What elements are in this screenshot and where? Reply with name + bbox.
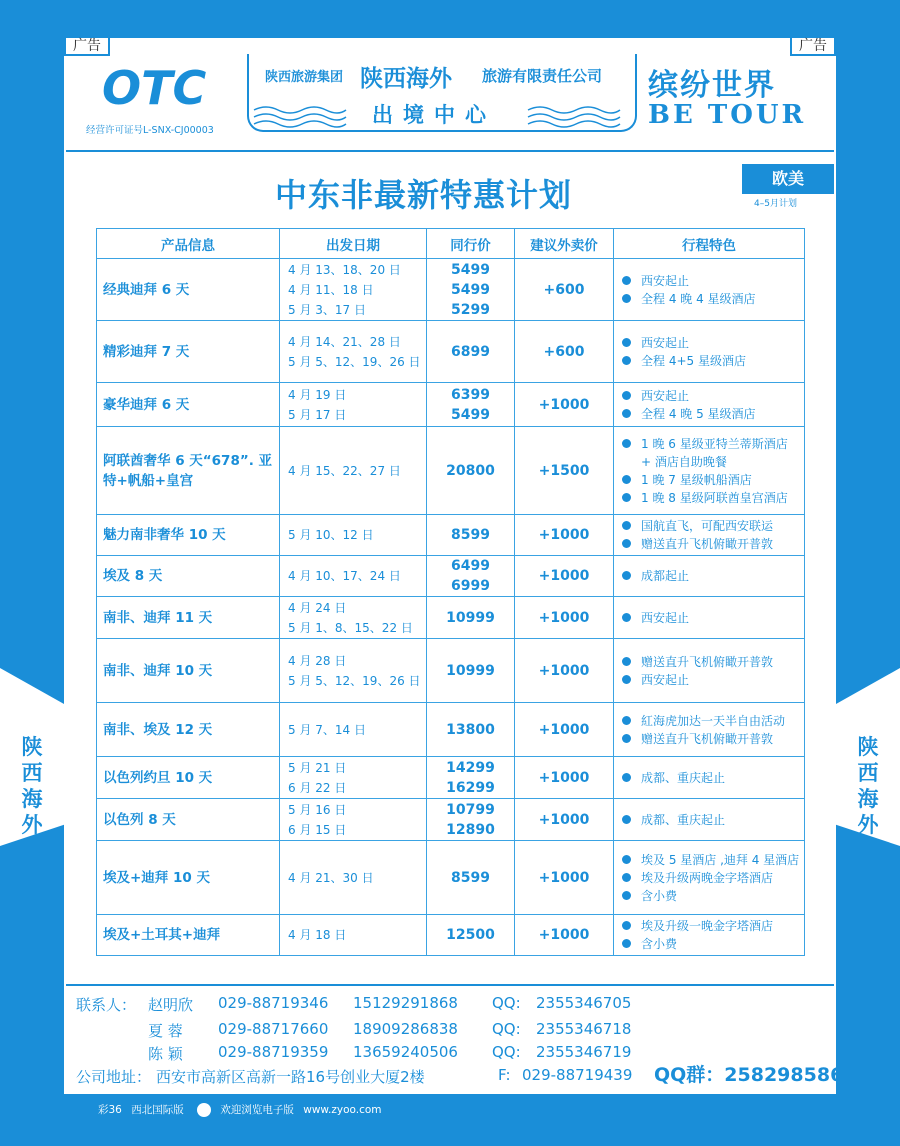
feature-item xyxy=(622,517,800,535)
side-label-char: 西 xyxy=(857,761,879,785)
feature-item xyxy=(622,609,800,627)
price-value: 10999 xyxy=(446,609,495,626)
feature-text: 成都起止 xyxy=(641,569,690,583)
tour-features xyxy=(614,321,805,383)
bullet-icon xyxy=(622,921,631,930)
footer xyxy=(98,1102,388,1117)
contact-mobile: 13659240506 xyxy=(353,1043,458,1061)
feature-text: 西安起止 xyxy=(641,273,690,288)
product-name: 南非、迪拜 11 天 xyxy=(97,597,280,639)
feature-item xyxy=(622,917,800,935)
departure-dates xyxy=(280,757,427,799)
header-dates: 出发日期 xyxy=(280,229,427,259)
feature-text: 全程 4+5 星级酒店 xyxy=(641,353,746,368)
feature-item xyxy=(622,471,800,489)
contact-qq-label: QQ: xyxy=(492,1043,521,1061)
table-row xyxy=(97,383,805,427)
suggested-markup: +1000 xyxy=(515,597,614,639)
departure-date: 5 月 7、14 日 xyxy=(288,722,366,737)
table-row xyxy=(97,915,805,956)
price-value: 5499 xyxy=(451,406,490,423)
departure-date: 4 月 15、22、27 日 xyxy=(288,463,401,478)
trade-price xyxy=(427,915,515,956)
feature-item xyxy=(622,352,800,370)
departure-date: 6 月 22 日 xyxy=(288,780,347,795)
page-title: 中东非最新特惠计划 xyxy=(275,176,573,214)
price-value: 10999 xyxy=(446,662,495,679)
feature-item xyxy=(622,811,800,829)
table-row xyxy=(97,515,805,556)
feature-item xyxy=(622,869,800,887)
side-label-char: 海 xyxy=(21,787,43,811)
bullet-icon xyxy=(622,475,631,484)
price-value: 14299 xyxy=(446,759,495,776)
footer-url[interactable]: www.zyoo.com xyxy=(303,1104,382,1116)
departure-dates xyxy=(280,841,427,915)
tour-table-wrapper xyxy=(96,228,804,956)
header-product: 产品信息 xyxy=(97,229,280,259)
region-badge: 欧美 xyxy=(742,164,834,194)
group-name: 陕西旅游集团 xyxy=(265,70,344,85)
bullet-icon xyxy=(622,356,631,365)
feature-text: 1 晚 6 星级亚特兰蒂斯酒店 + 酒店自助晚餐 xyxy=(641,436,788,469)
feature-text: 成都、重庆起止 xyxy=(641,770,726,785)
bullet-icon xyxy=(622,571,631,580)
feature-text: 西安起止 xyxy=(641,610,690,625)
bullet-icon xyxy=(622,716,631,725)
tour-table xyxy=(96,228,805,956)
departure-date: 5 月 17 日 xyxy=(288,407,347,422)
departure-date: 4 月 13、18、20 日 xyxy=(288,262,401,277)
trade-price xyxy=(427,259,515,321)
contact-mobile: 15129291868 xyxy=(353,994,458,1012)
departure-dates xyxy=(280,427,427,515)
side-label-char: 西 xyxy=(21,761,43,785)
feature-item xyxy=(622,334,800,352)
contact-phone: 029-88719359 xyxy=(218,1043,329,1061)
trade-price xyxy=(427,841,515,915)
contact-name: 赵明欣 xyxy=(148,996,194,1014)
suggested-markup: +1000 xyxy=(515,556,614,597)
feature-item xyxy=(622,405,800,423)
bullet-icon xyxy=(622,391,631,400)
bullet-icon xyxy=(622,439,631,448)
departure-date: 4 月 19 日 xyxy=(288,387,347,402)
price-value: 6999 xyxy=(451,578,490,594)
company-suffix: 旅游有限责任公司 xyxy=(482,67,603,85)
trade-price xyxy=(427,703,515,757)
side-label-char: 陕 xyxy=(21,735,43,759)
trade-price xyxy=(427,383,515,427)
feature-item xyxy=(622,851,800,869)
departure-date: 4 月 18 日 xyxy=(288,928,347,942)
footer-page: 彩36 xyxy=(98,1104,122,1116)
feature-text: 紅海虎加达一天半自由活动 xyxy=(641,713,786,728)
departure-date: 4 月 28 日 xyxy=(288,653,347,668)
feature-item xyxy=(622,435,800,471)
departure-date: 5 月 1、8、15、22 日 xyxy=(288,620,413,635)
departure-date: 5 月 5、12、19、26 日 xyxy=(288,354,421,369)
departure-date: 5 月 21 日 xyxy=(288,760,347,775)
feature-item xyxy=(622,272,800,290)
suggested-markup: +1000 xyxy=(515,799,614,841)
departure-dates xyxy=(280,383,427,427)
departure-date: 5 月 10、12 日 xyxy=(288,528,374,542)
feature-item xyxy=(622,290,800,308)
price-value: 5499 xyxy=(451,281,490,298)
bullet-icon xyxy=(622,939,631,948)
bullet-icon xyxy=(622,276,631,285)
tour-features xyxy=(614,639,805,703)
departure-date: 6 月 15 日 xyxy=(288,822,347,837)
price-value: 6499 xyxy=(451,558,490,574)
table-row xyxy=(97,259,805,321)
price-value: 12890 xyxy=(446,821,495,838)
departure-dates xyxy=(280,915,427,956)
footer-edition: 西北国际版 xyxy=(131,1104,184,1116)
product-name: 精彩迪拜 7 天 xyxy=(97,321,280,383)
contact-mobile: 18909286838 xyxy=(353,1020,458,1038)
bullet-icon xyxy=(622,675,631,684)
right-brand-chinese: 缤纷世界 xyxy=(648,68,776,103)
feature-text: 1 晚 7 星级帆船酒店 xyxy=(641,472,752,487)
trade-price xyxy=(427,757,515,799)
plan-period-label: 4–5月计划 xyxy=(754,199,797,209)
price-value: 16299 xyxy=(446,779,495,796)
table-row xyxy=(97,556,805,597)
feature-item xyxy=(622,567,800,585)
feature-text: 埃及升级两晚金字塔酒店 xyxy=(641,870,774,885)
suggested-markup: +1000 xyxy=(515,639,614,703)
side-label-char: 陕 xyxy=(857,735,879,759)
departure-dates xyxy=(280,799,427,841)
feature-item xyxy=(622,712,800,730)
feature-text: 西安起止 xyxy=(641,335,690,350)
tour-features xyxy=(614,757,805,799)
table-body xyxy=(97,259,805,956)
header-features: 行程特色 xyxy=(614,229,805,259)
tour-features xyxy=(614,841,805,915)
address-label: 公司地址： xyxy=(76,1068,152,1086)
bullet-icon xyxy=(622,294,631,303)
product-name: 阿联酋奢华 6 天“678”. 亚特+帆船+皇宫 xyxy=(97,427,280,515)
feature-item xyxy=(622,935,800,953)
bullet-icon xyxy=(622,521,631,530)
departure-dates xyxy=(280,515,427,556)
suggested-markup: +1000 xyxy=(515,515,614,556)
header-suggested-markup: 建议外卖价 xyxy=(515,229,614,259)
feature-text: 全程 4 晚 5 星级酒店 xyxy=(641,406,756,421)
table-row xyxy=(97,321,805,383)
right-brand-english: BE TOUR xyxy=(648,100,807,130)
feature-text: 含小费 xyxy=(641,937,678,951)
ad-tag-right: 广告 xyxy=(790,36,836,56)
price-value: 20800 xyxy=(446,462,495,479)
table-row xyxy=(97,799,805,841)
product-name: 魅力南非奢华 10 天 xyxy=(97,515,280,556)
trade-price xyxy=(427,515,515,556)
license-number: 经营许可证号L-SNX-CJ00003 xyxy=(86,125,214,136)
feature-text: 1 晚 8 星级阿联酋皇宫酒店 xyxy=(641,490,788,505)
bullet-icon xyxy=(622,539,631,548)
price-value: 8599 xyxy=(451,869,490,886)
bullet-icon xyxy=(622,338,631,347)
feature-item xyxy=(622,489,800,507)
feature-text: 全程 4 晚 4 星级酒店 xyxy=(641,291,756,306)
feature-text: 成都、重庆起止 xyxy=(641,812,726,827)
table-header-row xyxy=(97,229,805,259)
product-name: 以色列 8 天 xyxy=(97,799,280,841)
table-row xyxy=(97,841,805,915)
contact-phone: 029-88719346 xyxy=(218,994,329,1012)
bullet-icon xyxy=(622,734,631,743)
trade-price xyxy=(427,639,515,703)
feature-item xyxy=(622,387,800,405)
bullet-icon xyxy=(622,855,631,864)
suggested-markup: +1000 xyxy=(515,757,614,799)
footer-welcome: 欢迎浏览电子版 xyxy=(220,1104,294,1116)
departure-date: 4 月 14、21、28 日 xyxy=(288,334,401,349)
side-label-left xyxy=(0,734,64,838)
contact-phone: 029-88717660 xyxy=(218,1020,329,1038)
departure-date: 5 月 16 日 xyxy=(288,802,347,817)
header-trade-price: 同行价 xyxy=(427,229,515,259)
table-row xyxy=(97,703,805,757)
price-value: 6899 xyxy=(451,343,490,360)
feature-item xyxy=(622,730,800,748)
wave-decoration-right xyxy=(526,104,622,128)
departure-dates xyxy=(280,321,427,383)
contact-name: 夏 蓉 xyxy=(148,1022,183,1040)
departure-date: 5 月 3、17 日 xyxy=(288,302,366,317)
tour-features xyxy=(614,427,805,515)
departure-date: 4 月 21、30 日 xyxy=(288,870,374,885)
suggested-markup: +600 xyxy=(515,321,614,383)
price-value: 8599 xyxy=(451,527,490,543)
suggested-markup: +1000 xyxy=(515,915,614,956)
departure-dates xyxy=(280,259,427,321)
trade-price xyxy=(427,597,515,639)
departure-date: 4 月 11、18 日 xyxy=(288,282,374,297)
bullet-icon xyxy=(622,613,631,622)
suggested-markup: +1500 xyxy=(515,427,614,515)
side-label-char: 外 xyxy=(857,813,879,837)
price-value: 6399 xyxy=(451,386,490,403)
trade-price xyxy=(427,556,515,597)
feature-item xyxy=(622,653,800,671)
contact-qq-label: QQ: xyxy=(492,994,521,1012)
tour-features xyxy=(614,799,805,841)
table-row xyxy=(97,757,805,799)
table-row xyxy=(97,597,805,639)
price-value: 5499 xyxy=(451,261,490,278)
bullet-icon xyxy=(622,657,631,666)
feature-item xyxy=(622,769,800,787)
tour-features xyxy=(614,703,805,757)
frame-top-band xyxy=(0,0,900,38)
company-address: 西安市高新区高新一路16号创业大厦2楼 xyxy=(156,1068,425,1086)
frame-right-band xyxy=(836,0,900,1146)
side-label-right xyxy=(836,734,900,838)
feature-text: 西安起止 xyxy=(641,672,690,687)
feature-item xyxy=(622,887,800,905)
footer-logo-icon xyxy=(197,1103,211,1117)
product-name: 豪华迪拜 6 天 xyxy=(97,383,280,427)
bullet-icon xyxy=(622,891,631,900)
suggested-markup: +600 xyxy=(515,259,614,321)
bullet-icon xyxy=(622,493,631,502)
price-value: 5299 xyxy=(451,301,490,318)
feature-text: 埃及升级一晚金字塔酒店 xyxy=(641,919,774,933)
feature-text: 西安起止 xyxy=(641,388,690,403)
bullet-icon xyxy=(622,815,631,824)
ad-tag-left: 广告 xyxy=(64,36,110,56)
feature-text: 含小费 xyxy=(641,888,678,903)
contact-label: 联系人： xyxy=(76,996,137,1014)
departure-date: 4 月 24 日 xyxy=(288,600,347,615)
contact-name: 陈 颖 xyxy=(148,1045,183,1063)
tour-features xyxy=(614,915,805,956)
bullet-icon xyxy=(622,873,631,882)
contact-qq-label: QQ: xyxy=(492,1020,521,1038)
departure-dates xyxy=(280,703,427,757)
price-value: 13800 xyxy=(446,721,495,738)
suggested-markup: +1000 xyxy=(515,841,614,915)
departure-dates xyxy=(280,639,427,703)
product-name: 经典迪拜 6 天 xyxy=(97,259,280,321)
table-row xyxy=(97,427,805,515)
product-name: 埃及 8 天 xyxy=(97,556,280,597)
feature-text: 赠送直升飞机俯瞰开普敦 xyxy=(641,654,774,669)
product-name: 南非、埃及 12 天 xyxy=(97,703,280,757)
tour-features xyxy=(614,597,805,639)
feature-item xyxy=(622,671,800,689)
brand-name: 陕西海外 xyxy=(360,65,452,92)
otc-logo xyxy=(98,60,208,116)
suggested-markup: +1000 xyxy=(515,703,614,757)
frame-left-band xyxy=(0,0,64,1146)
trade-price xyxy=(427,321,515,383)
feature-text: 赠送直升飞机俯瞰开普敦 xyxy=(641,537,774,551)
feature-text: 国航直飞，可配西安联运 xyxy=(641,519,774,533)
departure-date: 5 月 5、12、19、26 日 xyxy=(288,673,421,688)
wave-decoration-left xyxy=(252,104,348,128)
side-label-char: 海 xyxy=(857,787,879,811)
qq-group: QQ群：258298586 xyxy=(654,1064,844,1086)
product-name: 以色列约旦 10 天 xyxy=(97,757,280,799)
contact-qq: 2355346719 xyxy=(536,1043,632,1061)
price-value: 10799 xyxy=(446,801,495,818)
bullet-icon xyxy=(622,409,631,418)
feature-item xyxy=(622,535,800,553)
feature-text: 赠送直升飞机俯瞰开普敦 xyxy=(641,731,774,746)
price-value: 12500 xyxy=(446,927,495,943)
product-name: 埃及+土耳其+迪拜 xyxy=(97,915,280,956)
tour-features xyxy=(614,383,805,427)
suggested-markup: +1000 xyxy=(515,383,614,427)
tour-features xyxy=(614,556,805,597)
product-name: 埃及+迪拜 10 天 xyxy=(97,841,280,915)
fax-label: F: xyxy=(498,1066,511,1084)
contact-qq: 2355346705 xyxy=(536,994,632,1012)
trade-price xyxy=(427,427,515,515)
table-row xyxy=(97,639,805,703)
tour-features xyxy=(614,515,805,556)
departure-date: 4 月 10、17、24 日 xyxy=(288,569,401,583)
bullet-icon xyxy=(622,773,631,782)
tour-features xyxy=(614,259,805,321)
departure-dates xyxy=(280,597,427,639)
fax-number: 029-88719439 xyxy=(522,1066,633,1084)
side-label-char: 外 xyxy=(21,813,43,837)
otc-logo-text: OTC xyxy=(102,61,207,115)
feature-text: 埃及 5 星酒店 ,迪拜 4 星酒店 xyxy=(641,852,800,867)
departure-dates xyxy=(280,556,427,597)
department-name: 出境中心 xyxy=(372,103,496,127)
contact-qq: 2355346718 xyxy=(536,1020,632,1038)
product-name: 南非、迪拜 10 天 xyxy=(97,639,280,703)
trade-price xyxy=(427,799,515,841)
